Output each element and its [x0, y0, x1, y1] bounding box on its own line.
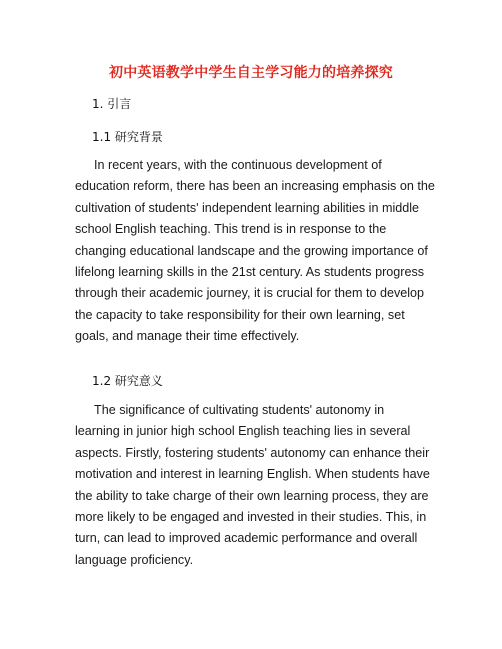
section-heading-intro: 1. 引言: [92, 97, 132, 111]
paragraph-line: through their academic journey, it is crucial for them to develop: [75, 286, 425, 301]
paragraph-background: [75, 155, 435, 348]
paragraph-line: changing educational landscape and the growing importance of: [75, 243, 428, 258]
document-title: 初中英语教学中学生自主学习能力的培养探究: [109, 65, 393, 81]
paragraph-line: aspects. Firstly, fostering students' autonomy can enhance their: [75, 445, 430, 460]
paragraph-line: language proficiency.: [75, 552, 194, 567]
paragraph-line: school English teaching. This trend is in response to the: [75, 222, 387, 237]
paragraph-line: lifelong learning skills in the 21st century. As students progress: [75, 265, 425, 280]
paragraph-line: education reform, there has been an increasing emphasis on the: [75, 179, 435, 194]
paragraph-line: motivation and interest in learning English. When students have: [75, 467, 430, 482]
paragraph-line: more likely to be engaged and invested in their studies. This, in: [75, 510, 427, 525]
paragraph-line: cultivation of students' independent learning abilities in middle: [75, 200, 420, 215]
paragraph-significance: [75, 400, 431, 571]
paragraph-line: The significance of cultivating students' autonomy in: [94, 403, 385, 417]
paragraph-line: turn, can lead to improved academic performance and overall: [75, 531, 418, 546]
paragraph-line: the capacity to take responsibility for their own learning, set: [75, 307, 405, 322]
section-heading-background: 1.1 研究背景: [92, 130, 163, 144]
paragraph-line: learning in junior high school English teaching lies in several: [75, 424, 411, 439]
paragraph-line: goals, and manage their time effectively.: [75, 329, 300, 344]
paragraph-line: the ability to take charge of their own learning process, they are: [75, 488, 429, 503]
section-heading-significance: 1.2 研究意义: [92, 374, 163, 388]
paragraph-line: In recent years, with the continuous development of: [94, 158, 382, 172]
